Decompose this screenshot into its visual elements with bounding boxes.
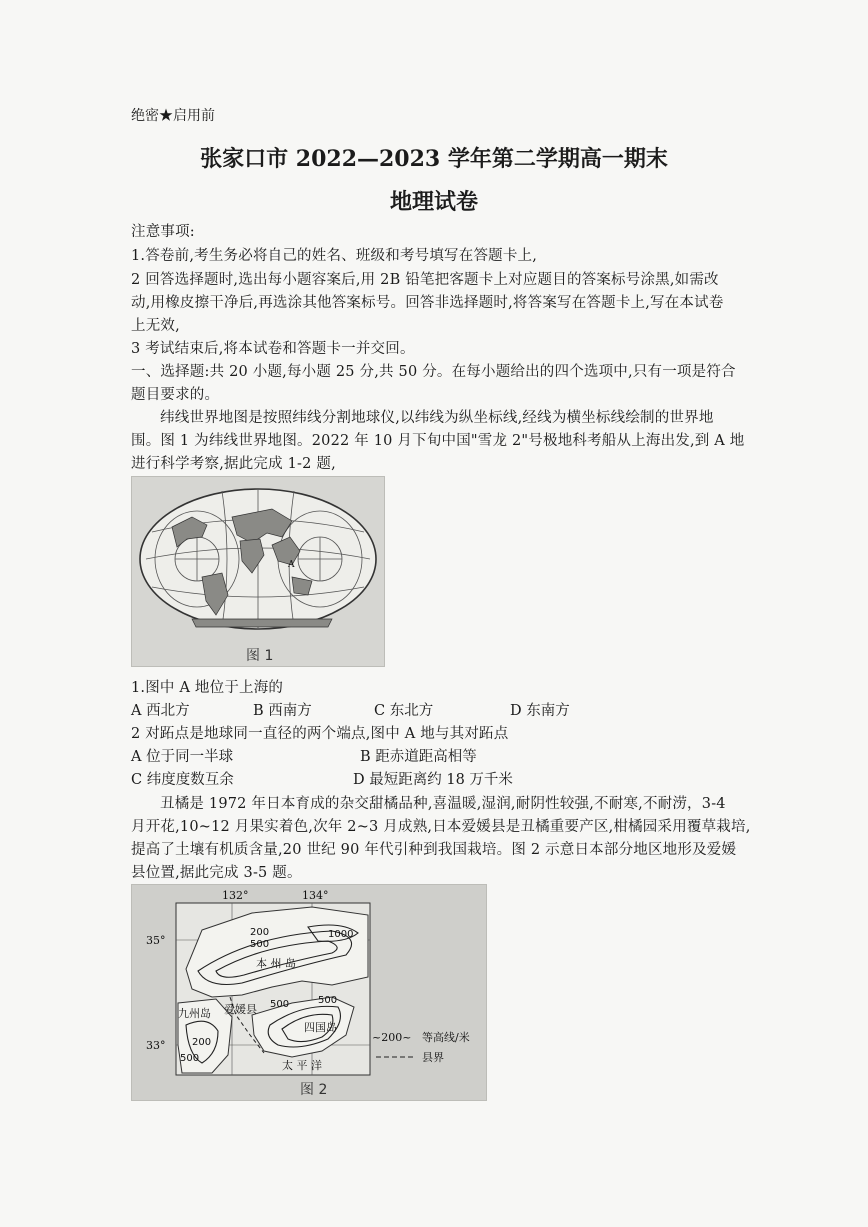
- contour-label: 500: [318, 995, 338, 1006]
- passage-line: 月开花,10~12 月果实着色,次年 2~3 月成熟,日本爱媛县是丑橘重要产区,柑橘园采用覆草栽培,: [131, 819, 751, 835]
- passage-line: 纬线世界地图是按照纬线分割地球仪,以纬线为纵坐标线,经线为横坐标线绘制的世界地: [160, 410, 714, 426]
- q2-option-a[interactable]: A 位于同一半球: [131, 749, 234, 765]
- exam-title: 张家口市 2022—2023 学年第二学期高一期末: [200, 146, 668, 172]
- notes-line: 3 考试结束后,将本试卷和答题卡一并交回。: [131, 341, 415, 357]
- contour-label: 500: [270, 999, 290, 1010]
- contour-label: 200: [250, 927, 270, 938]
- q2-option-b[interactable]: B 距赤道距高相等: [360, 749, 477, 765]
- legend-boundary-label: 县界: [422, 1051, 444, 1064]
- q1-option-d[interactable]: D 东南方: [510, 703, 570, 719]
- q1-option-b[interactable]: B 西南方: [253, 703, 312, 719]
- place-label: 本 州 岛: [256, 957, 296, 970]
- passage-line: 丑橘是 1972 年日本育成的杂交甜橘品种,喜温暖,湿润,耐阴性较强,不耐寒,不耐涝，3-4: [160, 796, 726, 812]
- lon-label: 132°: [222, 889, 249, 902]
- q1-option-c[interactable]: C 东北方: [374, 703, 434, 719]
- figure-2-caption: 图 2: [300, 1082, 328, 1098]
- world-map-graphic: [132, 477, 384, 666]
- legend-contour-label: 等高线/米: [422, 1031, 470, 1044]
- place-label: 太 平 洋: [282, 1059, 322, 1072]
- section-heading: 一、选择题:共 20 小题,每小题 25 分,共 50 分。在每小题给出的四个选项中,只有一项是符合: [131, 364, 736, 380]
- subject-title: 地理试卷: [389, 189, 478, 215]
- place-label: 爱媛县: [224, 1003, 257, 1016]
- question-2-stem: 2 对跖点是地球同一直径的两个端点,图中 A 地与其对跖点: [131, 726, 509, 742]
- figure-2-japan-map: [131, 884, 487, 1101]
- notes-line: 上无效,: [131, 318, 180, 334]
- place-label: 九州岛: [178, 1007, 211, 1020]
- q2-option-d[interactable]: D 最短距离约 18 万千米: [353, 772, 513, 788]
- notes-heading: 注意事项:: [131, 224, 195, 240]
- point-a-label: A: [288, 560, 295, 570]
- passage-line: 提高了土壤有机质含量,20 世纪 90 年代引种到我国栽培。图 2 示意日本部分地区地形及爱媛: [131, 842, 737, 858]
- notes-line: 动,用橡皮擦干净后,再选涂其他答案标号。回答非选择题时,将答案写在答题卡上,写在本试卷: [131, 295, 724, 311]
- contour-label: 500: [250, 939, 270, 950]
- figure-1-caption: 图 1: [246, 648, 274, 664]
- figure-1-world-map: [131, 476, 385, 667]
- passage-line: 县位置,据此完成 3-5 题。: [131, 865, 302, 881]
- secret-mark: 绝密★启用前: [131, 108, 215, 124]
- notes-line: 2 回答选择题时,选出每小题容案后,用 2B 铅笔把客题卡上对应题目的答案标号涂黑,如需改: [131, 272, 719, 288]
- contour-label: 200: [192, 1037, 212, 1048]
- legend-contour-sample: ~200~: [372, 1031, 412, 1044]
- japan-map-graphic: [132, 885, 486, 1100]
- q1-option-a[interactable]: A 西北方: [131, 703, 190, 719]
- place-label: 四国岛: [304, 1021, 337, 1034]
- lon-label: 134°: [302, 889, 329, 902]
- q2-option-c[interactable]: C 纬度度数互余: [131, 772, 234, 788]
- question-1-stem: 1.图中 A 地位于上海的: [131, 680, 284, 696]
- passage-line: 进行科学考察,据此完成 1-2 题,: [131, 456, 336, 472]
- lat-label: 33°: [146, 1039, 166, 1052]
- notes-line: 1.答卷前,考生务必将自己的姓名、班级和考号填写在答题卡上,: [131, 248, 538, 264]
- section-heading: 题目要求的。: [131, 387, 220, 403]
- passage-line: 围。图 1 为纬线世界地图。2022 年 10 月下旬中国"雪龙 2"号极地科考船从上海出发,到 A 地: [131, 433, 745, 449]
- contour-label: 500: [180, 1053, 200, 1064]
- lat-label: 35°: [146, 934, 166, 947]
- contour-label: 1000: [328, 929, 354, 940]
